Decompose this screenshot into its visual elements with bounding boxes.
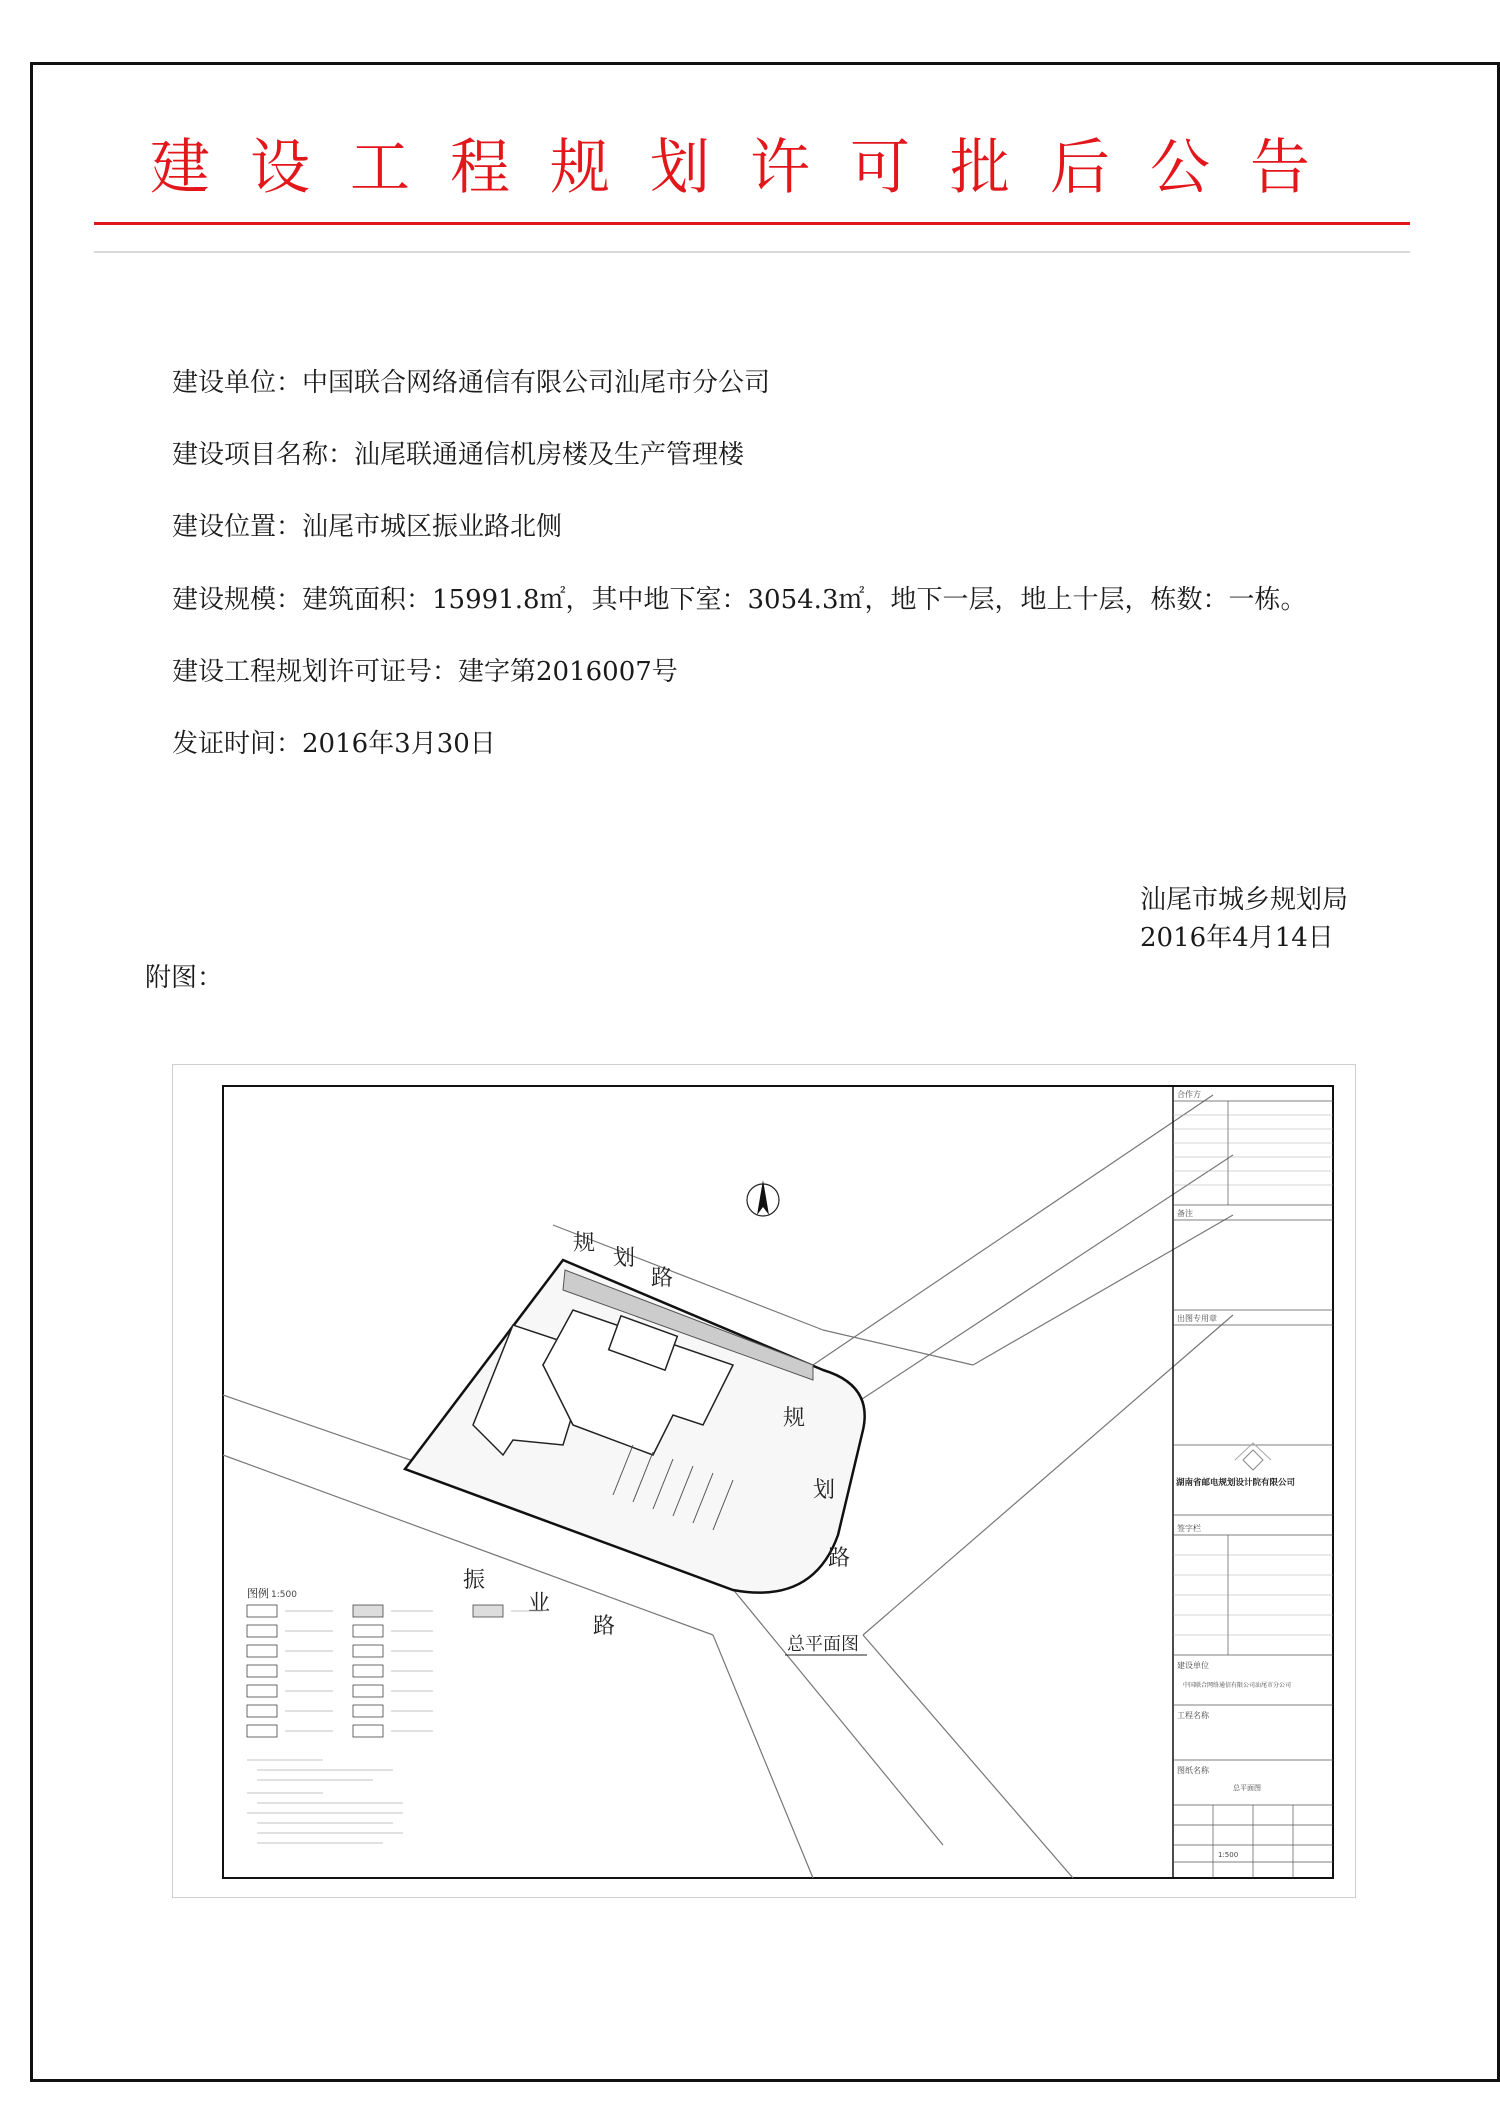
north-road-char-2: 划 bbox=[613, 1246, 636, 1271]
tb-scale: 1:500 bbox=[1218, 1851, 1239, 1859]
tb-label-sheet: 图纸名称 bbox=[1177, 1766, 1209, 1775]
issuer-name: 汕尾市城乡规划局 bbox=[1140, 885, 1349, 915]
site-plan-drawing bbox=[172, 1064, 1356, 1898]
tb-label-remarks: 备注 bbox=[1177, 1209, 1193, 1218]
north-road-char-1: 规 bbox=[573, 1231, 596, 1256]
design-firm-logo bbox=[1235, 1443, 1271, 1470]
page-title: 建设工程规划许可批后公告 bbox=[150, 133, 1350, 203]
legend-title: 图例 bbox=[247, 1587, 269, 1600]
south-road-char-2: 业 bbox=[528, 1591, 551, 1616]
tb-label-signatures: 签字栏 bbox=[1177, 1524, 1201, 1533]
tb-label-project: 工程名称 bbox=[1177, 1711, 1209, 1720]
tb-label-seal: 出图专用章 bbox=[1177, 1314, 1217, 1323]
title-divider-grey bbox=[94, 251, 1410, 253]
field-scale: 建设规模：建筑面积：15991.8㎡，其中地下室：3054.3㎡，地下一层，地上十层，栋数：一栋。 bbox=[172, 585, 1307, 615]
title-block bbox=[1173, 1086, 1333, 1878]
field-location: 建设位置：汕尾市城区振业路北侧 bbox=[172, 512, 563, 542]
field-permit-number: 建设工程规划许可证号：建字第2016007号 bbox=[172, 657, 678, 687]
east-road-char-2: 划 bbox=[813, 1478, 836, 1503]
south-road-char-1: 振 bbox=[463, 1568, 486, 1593]
north-road-char-3: 路 bbox=[651, 1266, 674, 1291]
north-arrow-icon bbox=[747, 1180, 779, 1216]
field-issue-time: 发证时间：2016年3月30日 bbox=[172, 729, 496, 759]
east-road-char-1: 规 bbox=[783, 1406, 806, 1431]
title-divider-red bbox=[94, 222, 1410, 225]
field-project-name: 建设项目名称：汕尾联通通信机房楼及生产管理楼 bbox=[172, 440, 745, 470]
tb-sheet-name: 总平面图 bbox=[1233, 1784, 1261, 1792]
issuer-date: 2016年4月14日 bbox=[1140, 923, 1334, 953]
design-firm-name: 湖南省邮电规划设计院有限公司 bbox=[1176, 1478, 1296, 1488]
tb-label-partner: 合作方 bbox=[1177, 1090, 1201, 1099]
site-plan-svg bbox=[173, 1065, 1355, 1897]
attachment-label: 附图： bbox=[145, 963, 224, 993]
tb-label-client: 建设单位 bbox=[1177, 1661, 1209, 1670]
plan-title: 总平面图 bbox=[787, 1634, 859, 1655]
tb-client-name: 中国联合网络通信有限公司汕尾市分公司 bbox=[1183, 1682, 1292, 1689]
legend-scale: 1:500 bbox=[271, 1590, 297, 1600]
south-road-char-3: 路 bbox=[593, 1614, 616, 1639]
east-road-char-3: 路 bbox=[828, 1546, 851, 1571]
legend bbox=[247, 1586, 543, 1843]
field-construction-unit: 建设单位：中国联合网络通信有限公司汕尾市分公司 bbox=[172, 368, 771, 398]
